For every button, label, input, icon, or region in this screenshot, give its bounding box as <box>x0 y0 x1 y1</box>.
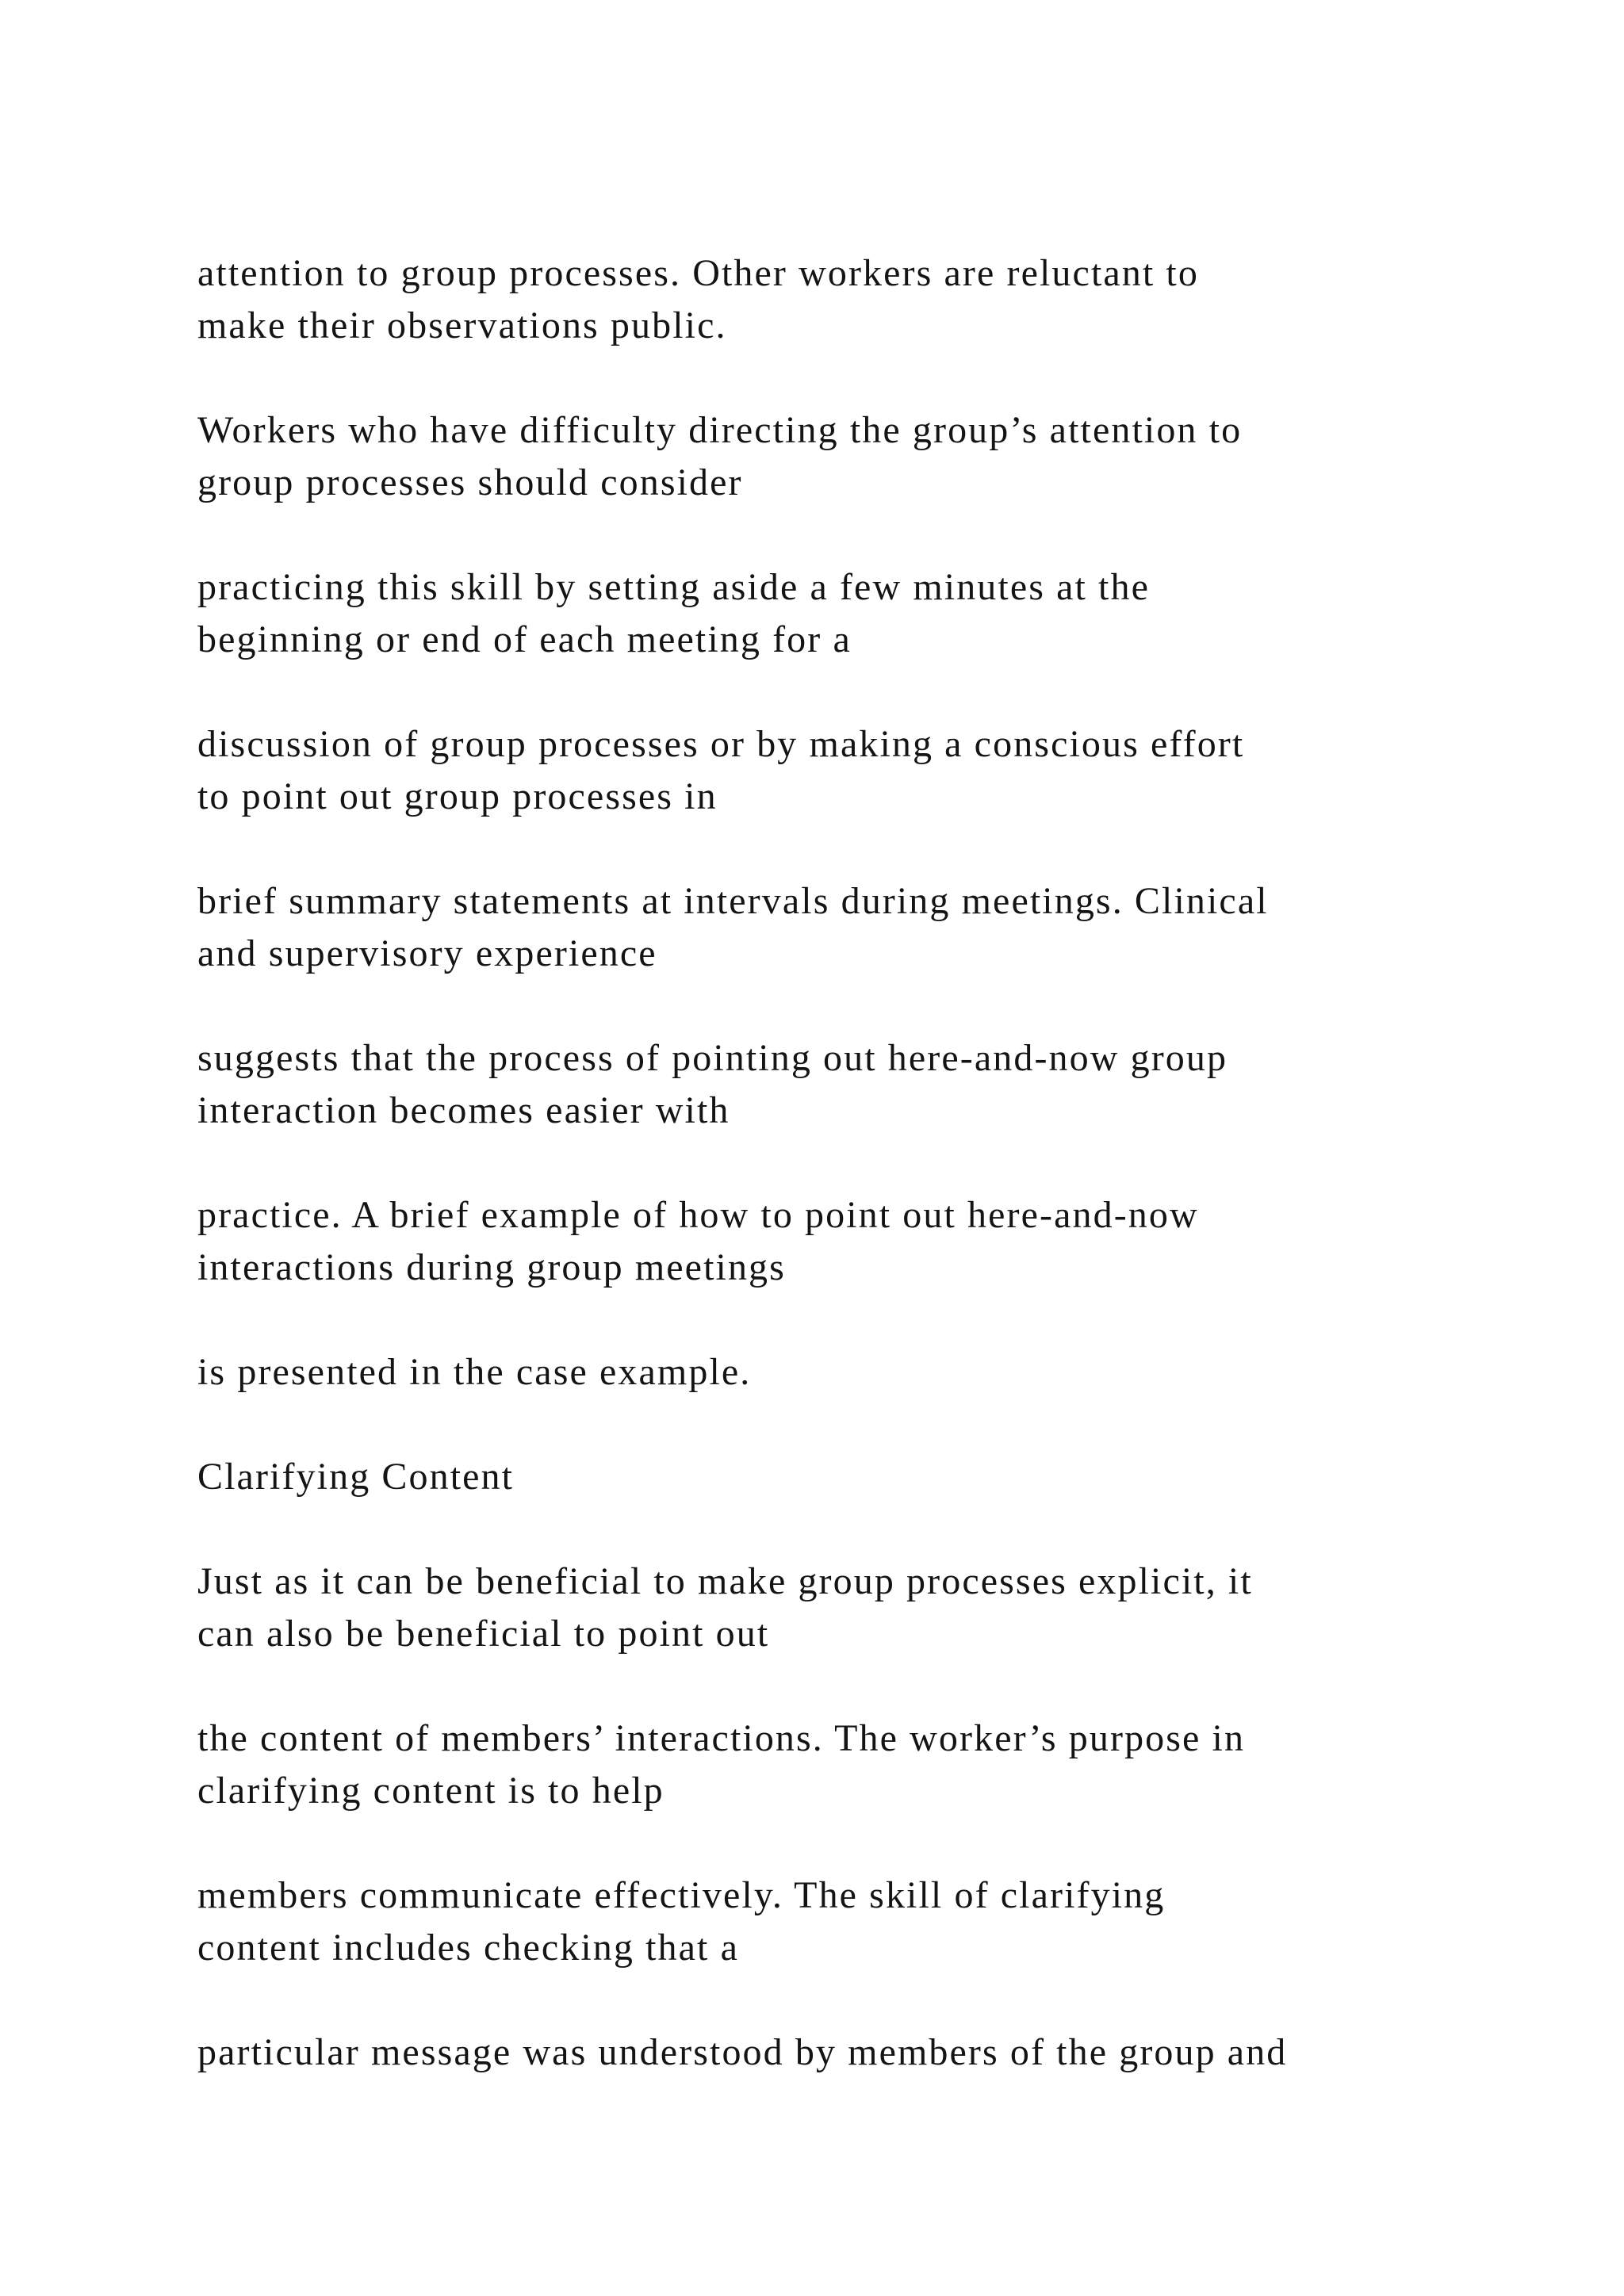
text-line: content includes checking that a <box>197 1927 739 1969</box>
text-line: particular message was understood by members of the group and <box>197 2031 1288 2073</box>
text-line: interaction becomes easier with <box>197 1089 730 1131</box>
section-heading <box>197 1451 1561 1503</box>
text-line: practicing this skill by setting aside a few minutes at the <box>197 566 1150 608</box>
heading-text: Clarifying Content <box>197 1456 515 1498</box>
text-line: interactions during group meetings <box>197 1246 786 1288</box>
paragraph <box>197 1346 1561 1399</box>
paragraph <box>197 875 1561 980</box>
text-line: beginning or end of each meeting for a <box>197 618 852 660</box>
text-line: members communicate effectively. The skill of clarifying <box>197 1874 1166 1916</box>
paragraph <box>197 718 1561 823</box>
text-line: can also be beneficial to point out <box>197 1613 770 1655</box>
text-line: suggests that the process of pointing out here-and-now group <box>197 1037 1228 1079</box>
text-line: attention to group processes. Other workers are reluctant to <box>197 252 1199 294</box>
paragraph <box>197 1032 1561 1137</box>
paragraph <box>197 1189 1561 1294</box>
text-line: group processes should consider <box>197 461 743 503</box>
paragraph <box>197 1712 1561 1817</box>
text-line: brief summary statements at intervals during meetings. Clinical <box>197 880 1269 922</box>
text-line: is presented in the case example. <box>197 1351 752 1393</box>
text-line: Workers who have difficulty directing the group’s attention to <box>197 409 1243 451</box>
text-line: Just as it can be beneficial to make group processes explicit, it <box>197 1560 1253 1602</box>
text-line: to point out group processes in <box>197 775 718 817</box>
paragraph <box>197 561 1561 666</box>
text-line: and supervisory experience <box>197 932 657 974</box>
paragraph <box>197 2026 1561 2079</box>
paragraph <box>197 247 1561 352</box>
text-line: the content of members’ interactions. The worker’s purpose in <box>197 1717 1246 1759</box>
paragraph <box>197 404 1561 509</box>
text-line: discussion of group processes or by making a conscious effort <box>197 723 1245 765</box>
paragraph <box>197 1869 1561 1974</box>
document-body <box>197 247 1561 2131</box>
text-line: practice. A brief example of how to point out here-and-now <box>197 1194 1199 1236</box>
text-line: make their observations public. <box>197 304 727 346</box>
paragraph <box>197 1556 1561 1660</box>
text-line: clarifying content is to help <box>197 1770 665 1812</box>
